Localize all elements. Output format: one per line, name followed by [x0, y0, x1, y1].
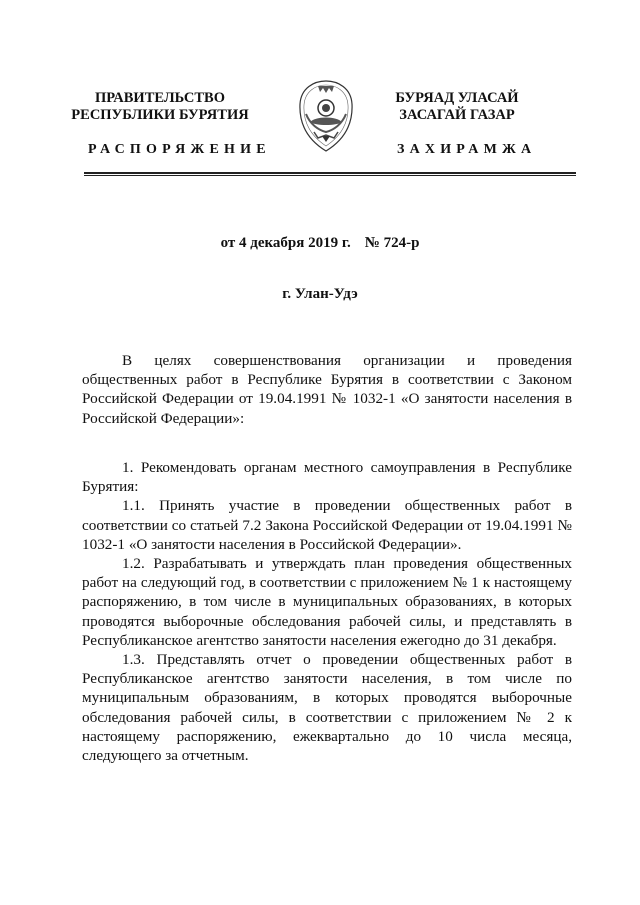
- government-name-buryat: [372, 90, 542, 124]
- paragraph-preamble: В целях совершенствования организации и проведения общественных работ в Республике Бурятия в соответствии с Законом Российской Федерации от 19.04.1991 № 1032-1 «О занятости населения в Российской Федерации»:: [82, 352, 572, 427]
- document-date: от 4 декабря 2019 г.: [220, 235, 351, 251]
- document-city: г. Улан-Удэ: [282, 286, 358, 302]
- government-name-buryat-line2: ЗАСАГАЙ ГАЗАР: [399, 107, 515, 123]
- paragraph-item-1: 1. Рекомендовать органам местного самоуправления в Республике Бурятия:: [82, 459, 572, 496]
- buryatia-coat-of-arms-icon: [296, 78, 356, 154]
- doc-type-buryat: ЗАХИРАМЖА: [397, 142, 537, 157]
- paragraph-item-1-2: 1.2. Разрабатывать и утверждать план проведения общественных работ на следующий год, в соответствии с приложением № 1 к настоящему распоряжению, в том числе в муниципальных образованиях, в которых проводятся выборочные обследования рабочей силы, и представлять в Республиканское агентство занятости населения ежегодно до 31 декабря.: [82, 555, 572, 649]
- paragraph-item-1-1: 1.1. Принять участие в проведении общественных работ в соответствии со статьей 7.2 Закона Российской Федерации от 19.04.1991 № 1032-1 «О занятости населения в Российской Федерации».: [82, 497, 572, 553]
- header-divider-thin: [84, 175, 576, 176]
- paragraph-item-1-3: 1.3. Представлять отчет о проведении общественных работ в Республиканское агентство занятости населения, в том числе по муниципальным образованиям, в которых проводятся выборочные обследования рабочей силы, в соответствии с приложением № 2 к настоящему распоряжению, ежеквартально до 10 числа месяца, следующего за отчетным.: [82, 651, 572, 765]
- government-name-line2: РЕСПУБЛИКИ БУРЯТИЯ: [71, 107, 249, 123]
- preamble: [82, 351, 572, 428]
- government-name-line1: ПРАВИТЕЛЬСТВО: [95, 90, 225, 106]
- doc-type-russian: РАСПОРЯЖЕНИЕ: [88, 142, 271, 157]
- document-number: № 724-р: [364, 235, 420, 251]
- government-name-buryat-line1: БУРЯАД УЛАСАЙ: [395, 90, 519, 106]
- document-date-line: [0, 235, 640, 252]
- government-name-russian: [60, 90, 260, 124]
- document-body: [82, 458, 572, 765]
- header-divider-thick: [84, 172, 576, 174]
